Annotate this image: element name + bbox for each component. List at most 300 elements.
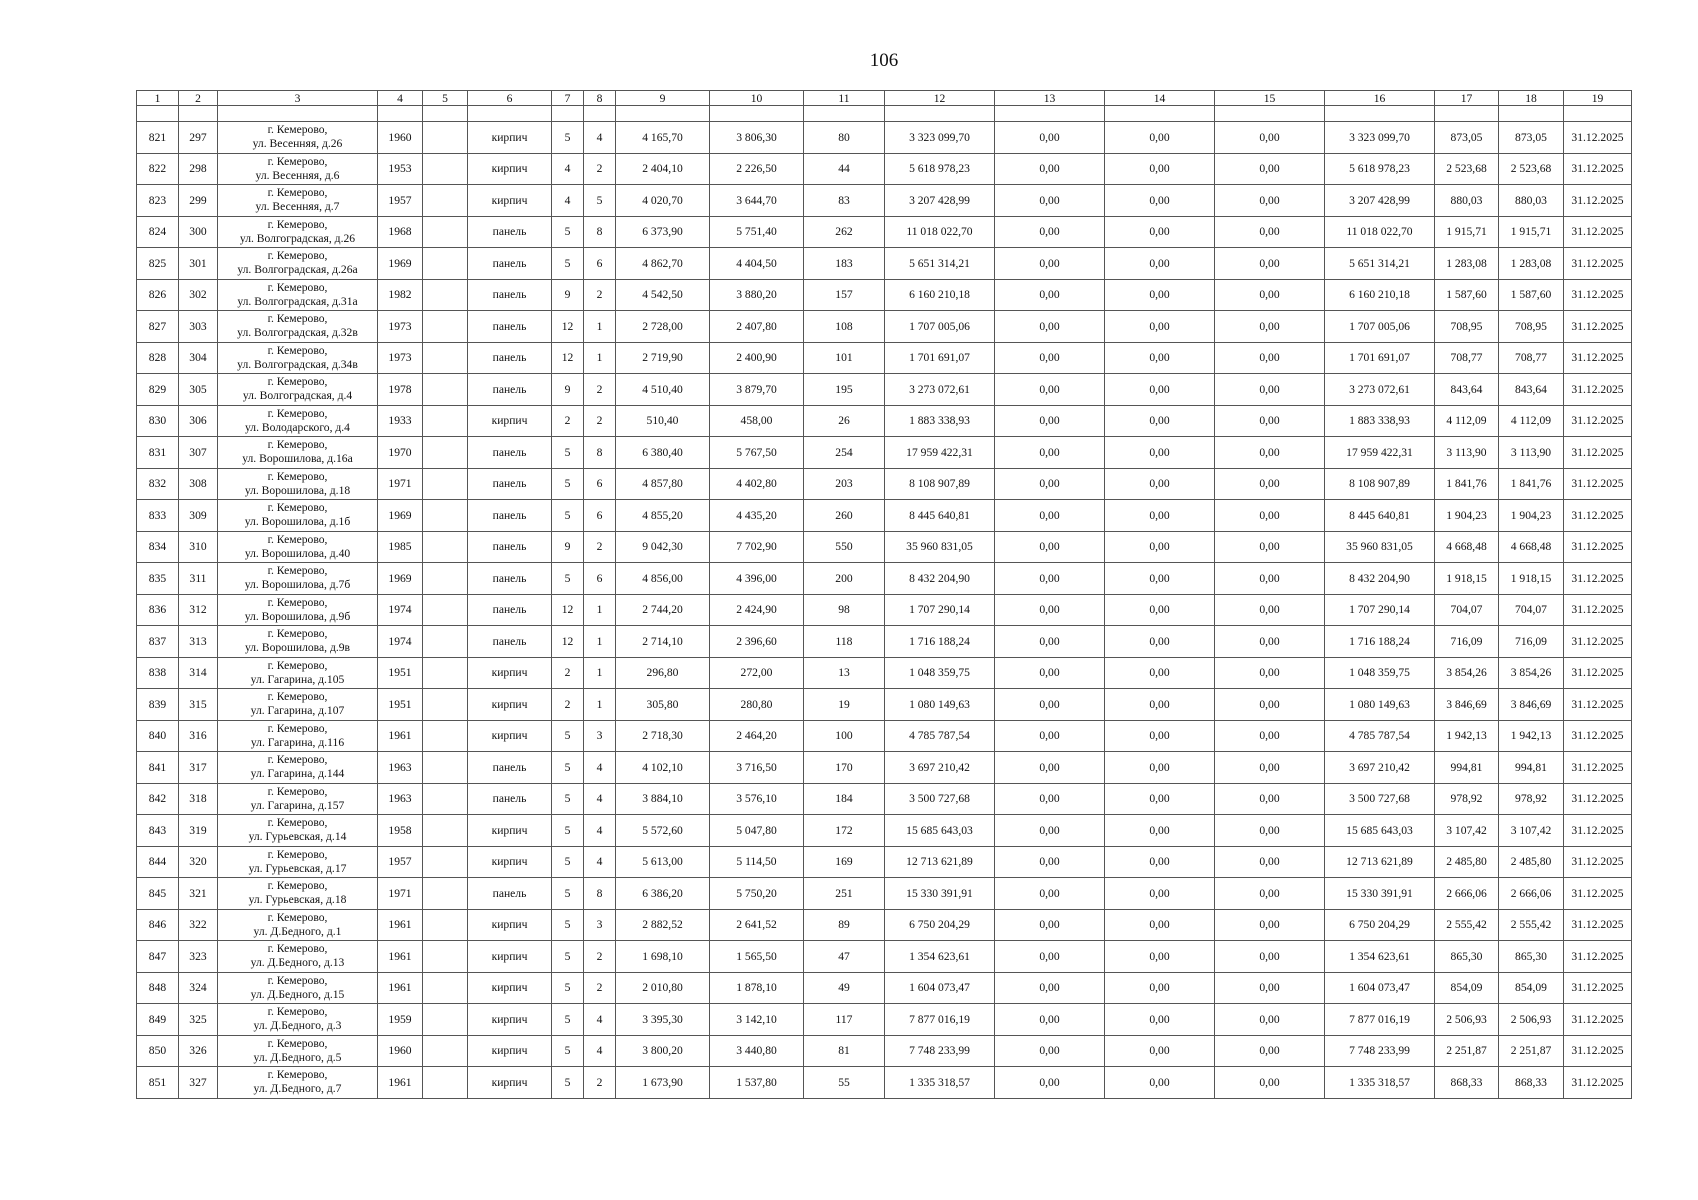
wall-material-cell: панель [468, 563, 552, 595]
address-city: г. Кемерово, [267, 312, 328, 326]
cost-col-13-cell: 0,00 [995, 500, 1105, 532]
blank-cell-cell [423, 311, 468, 343]
cost-per-sqm-cell: 873,05 [1435, 122, 1499, 154]
table-row [137, 342, 1632, 374]
floors-cell: 5 [552, 783, 584, 815]
table-row [137, 374, 1632, 406]
entrances-cell: 4 [584, 122, 616, 154]
completion-date-cell: 31.12.2025 [1564, 248, 1632, 280]
address-street: ул. Гурьевская, д.14 [248, 830, 347, 844]
floors-cell: 5 [552, 468, 584, 500]
address-cell [218, 374, 378, 406]
living-area-cell: 3 142,10 [710, 1004, 804, 1036]
cost-per-sqm-limit-cell: 3 107,42 [1499, 815, 1564, 847]
cost-col-16-cell: 35 960 831,05 [1325, 531, 1435, 563]
address-city: г. Кемерово, [267, 910, 328, 924]
cost-per-sqm-cell: 1 918,15 [1435, 563, 1499, 595]
total-area-cell: 6 380,40 [616, 437, 710, 469]
record-number-cell: 836 [137, 594, 179, 626]
floors-cell: 5 [552, 878, 584, 910]
address-city: г. Кемерово, [267, 784, 328, 798]
total-area-cell: 6 373,90 [616, 216, 710, 248]
year-built-cell: 1969 [378, 500, 423, 532]
local-number-cell: 303 [179, 311, 218, 343]
blank-cell-cell [423, 153, 468, 185]
record-number-cell: 847 [137, 941, 179, 973]
cost-per-sqm-limit-cell: 708,77 [1499, 342, 1564, 374]
record-number-cell: 831 [137, 437, 179, 469]
wall-material-cell: панель [468, 374, 552, 406]
record-number-cell: 823 [137, 185, 179, 217]
cost-total-cell: 8 445 640,81 [885, 500, 995, 532]
cost-total-cell: 6 750 204,29 [885, 909, 995, 941]
cost-col-13-cell: 0,00 [995, 972, 1105, 1004]
residents-cell: 83 [804, 185, 885, 217]
living-area-cell: 2 226,50 [710, 153, 804, 185]
cost-per-sqm-limit-cell: 708,95 [1499, 311, 1564, 343]
cost-col-15-cell: 0,00 [1215, 311, 1325, 343]
cost-total-cell: 1 707 005,06 [885, 311, 995, 343]
record-number-cell: 829 [137, 374, 179, 406]
cost-col-14-cell: 0,00 [1105, 311, 1215, 343]
address-city: г. Кемерово, [267, 469, 328, 483]
table-row [137, 185, 1632, 217]
address-city: г. Кемерово, [267, 658, 328, 672]
completion-date-cell: 31.12.2025 [1564, 405, 1632, 437]
entrances-cell: 4 [584, 1004, 616, 1036]
column-header: 5 [423, 91, 468, 106]
year-built-cell: 1961 [378, 941, 423, 973]
year-built-cell: 1959 [378, 1004, 423, 1036]
column-header: 15 [1215, 91, 1325, 106]
completion-date-cell: 31.12.2025 [1564, 594, 1632, 626]
cost-total-cell: 4 785 787,54 [885, 720, 995, 752]
cost-col-15-cell: 0,00 [1215, 689, 1325, 721]
year-built-cell: 1970 [378, 437, 423, 469]
table-row [137, 153, 1632, 185]
floors-cell: 12 [552, 594, 584, 626]
completion-date-cell: 31.12.2025 [1564, 185, 1632, 217]
entrances-cell: 4 [584, 815, 616, 847]
address-cell [218, 752, 378, 784]
address-city: г. Кемерово, [267, 973, 328, 987]
cost-col-15-cell: 0,00 [1215, 185, 1325, 217]
cost-col-14-cell: 0,00 [1105, 689, 1215, 721]
residents-cell: 169 [804, 846, 885, 878]
cost-total-cell: 1 335 318,57 [885, 1067, 995, 1099]
table-row [137, 594, 1632, 626]
table-row [137, 626, 1632, 658]
local-number-cell: 319 [179, 815, 218, 847]
cost-col-16-cell: 3 273 072,61 [1325, 374, 1435, 406]
address-street: ул. Гурьевская, д.18 [248, 893, 347, 907]
cost-col-13-cell: 0,00 [995, 216, 1105, 248]
wall-material-cell: кирпич [468, 720, 552, 752]
cost-per-sqm-cell: 1 915,71 [1435, 216, 1499, 248]
address-street: ул. Д.Бедного, д.1 [253, 924, 342, 938]
address-cell [218, 846, 378, 878]
cost-per-sqm-limit-cell: 880,03 [1499, 185, 1564, 217]
blank-cell-cell [423, 1004, 468, 1036]
table-row [137, 563, 1632, 595]
wall-material-cell: кирпич [468, 815, 552, 847]
residents-cell: 19 [804, 689, 885, 721]
address-cell [218, 405, 378, 437]
total-area-cell: 510,40 [616, 405, 710, 437]
cost-per-sqm-cell: 880,03 [1435, 185, 1499, 217]
living-area-cell: 5 750,20 [710, 878, 804, 910]
cost-col-16-cell: 3 323 099,70 [1325, 122, 1435, 154]
total-area-cell: 4 165,70 [616, 122, 710, 154]
year-built-cell: 1969 [378, 563, 423, 595]
cost-col-14-cell: 0,00 [1105, 594, 1215, 626]
total-area-cell: 2 719,90 [616, 342, 710, 374]
cost-col-16-cell: 1 707 005,06 [1325, 311, 1435, 343]
wall-material-cell: кирпич [468, 1067, 552, 1099]
cost-total-cell: 15 330 391,91 [885, 878, 995, 910]
cost-per-sqm-cell: 868,33 [1435, 1067, 1499, 1099]
cost-per-sqm-cell: 843,64 [1435, 374, 1499, 406]
cost-col-16-cell: 6 750 204,29 [1325, 909, 1435, 941]
column-header: 14 [1105, 91, 1215, 106]
living-area-cell: 5 767,50 [710, 437, 804, 469]
cost-col-14-cell: 0,00 [1105, 437, 1215, 469]
total-area-cell: 4 542,50 [616, 279, 710, 311]
year-built-cell: 1973 [378, 342, 423, 374]
year-built-cell: 1951 [378, 689, 423, 721]
cost-col-14-cell: 0,00 [1105, 941, 1215, 973]
cost-col-16-cell: 1 707 290,14 [1325, 594, 1435, 626]
address-city: г. Кемерово, [267, 627, 328, 641]
residents-cell: 195 [804, 374, 885, 406]
entrances-cell: 2 [584, 374, 616, 406]
wall-material-cell: панель [468, 248, 552, 280]
address-city: г. Кемерово, [267, 280, 328, 294]
entrances-cell: 6 [584, 468, 616, 500]
cost-col-13-cell: 0,00 [995, 783, 1105, 815]
cost-col-15-cell: 0,00 [1215, 720, 1325, 752]
cost-per-sqm-cell: 2 506,93 [1435, 1004, 1499, 1036]
address-city: г. Кемерово, [267, 1036, 328, 1050]
wall-material-cell: панель [468, 311, 552, 343]
cost-col-14-cell: 0,00 [1105, 1035, 1215, 1067]
year-built-cell: 1973 [378, 311, 423, 343]
wall-material-cell: панель [468, 752, 552, 784]
year-built-cell: 1951 [378, 657, 423, 689]
entrances-cell: 1 [584, 689, 616, 721]
table-row [137, 1004, 1632, 1036]
address-cell [218, 941, 378, 973]
cost-col-13-cell: 0,00 [995, 1004, 1105, 1036]
residents-cell: 13 [804, 657, 885, 689]
living-area-cell: 3 576,10 [710, 783, 804, 815]
address-street: ул. Гурьевская, д.17 [248, 861, 347, 875]
residents-cell: 108 [804, 311, 885, 343]
completion-date-cell: 31.12.2025 [1564, 909, 1632, 941]
cost-total-cell: 35 960 831,05 [885, 531, 995, 563]
cost-col-14-cell: 0,00 [1105, 248, 1215, 280]
cost-per-sqm-limit-cell: 1 283,08 [1499, 248, 1564, 280]
address-city: г. Кемерово, [267, 154, 328, 168]
completion-date-cell: 31.12.2025 [1564, 783, 1632, 815]
local-number-cell: 298 [179, 153, 218, 185]
floors-cell: 12 [552, 626, 584, 658]
local-number-cell: 301 [179, 248, 218, 280]
total-area-cell: 1 673,90 [616, 1067, 710, 1099]
address-street: ул. Д.Бедного, д.5 [253, 1050, 342, 1064]
cost-col-15-cell: 0,00 [1215, 437, 1325, 469]
floors-cell: 5 [552, 1035, 584, 1067]
entrances-cell: 1 [584, 342, 616, 374]
column-header: 17 [1435, 91, 1499, 106]
cost-col-14-cell: 0,00 [1105, 1004, 1215, 1036]
wall-material-cell: панель [468, 279, 552, 311]
total-area-cell: 4 510,40 [616, 374, 710, 406]
completion-date-cell: 31.12.2025 [1564, 941, 1632, 973]
address-street: ул. Ворошилова, д.7б [244, 578, 351, 592]
cost-per-sqm-limit-cell: 1 904,23 [1499, 500, 1564, 532]
address-street: ул. Гагарина, д.105 [250, 672, 345, 686]
address-city: г. Кемерово, [267, 217, 328, 231]
cost-per-sqm-cell: 2 251,87 [1435, 1035, 1499, 1067]
cost-col-13-cell: 0,00 [995, 279, 1105, 311]
floors-cell: 12 [552, 342, 584, 374]
table-row [137, 1035, 1632, 1067]
blank-cell-cell [423, 689, 468, 721]
completion-date-cell: 31.12.2025 [1564, 626, 1632, 658]
total-area-cell: 3 884,10 [616, 783, 710, 815]
year-built-cell: 1961 [378, 972, 423, 1004]
column-header: 4 [378, 91, 423, 106]
cost-per-sqm-limit-cell: 2 251,87 [1499, 1035, 1564, 1067]
living-area-cell: 4 396,00 [710, 563, 804, 595]
column-header: 7 [552, 91, 584, 106]
completion-date-cell: 31.12.2025 [1564, 311, 1632, 343]
cost-total-cell: 3 500 727,68 [885, 783, 995, 815]
address-city: г. Кемерово, [267, 501, 328, 515]
total-area-cell: 4 102,10 [616, 752, 710, 784]
blank-cell-cell [423, 941, 468, 973]
living-area-cell: 3 716,50 [710, 752, 804, 784]
cost-col-16-cell: 15 685 643,03 [1325, 815, 1435, 847]
table-row [137, 531, 1632, 563]
cost-col-13-cell: 0,00 [995, 531, 1105, 563]
address-street: ул. Весенняя, д.26 [252, 137, 343, 151]
cost-col-16-cell: 1 716 188,24 [1325, 626, 1435, 658]
address-city: г. Кемерово, [267, 123, 328, 137]
address-city: г. Кемерово, [267, 879, 328, 893]
floors-cell: 9 [552, 279, 584, 311]
address-street: ул. Ворошилова, д.1б [244, 515, 351, 529]
local-number-cell: 317 [179, 752, 218, 784]
record-number-cell: 828 [137, 342, 179, 374]
entrances-cell: 3 [584, 909, 616, 941]
table-row [137, 311, 1632, 343]
floors-cell: 4 [552, 185, 584, 217]
address-cell [218, 342, 378, 374]
cost-col-15-cell: 0,00 [1215, 248, 1325, 280]
cost-per-sqm-limit-cell: 1 841,76 [1499, 468, 1564, 500]
floors-cell: 5 [552, 909, 584, 941]
blank-cell-cell [423, 657, 468, 689]
cost-per-sqm-limit-cell: 4 668,48 [1499, 531, 1564, 563]
local-number-cell: 312 [179, 594, 218, 626]
completion-date-cell: 31.12.2025 [1564, 122, 1632, 154]
address-city: г. Кемерово, [267, 532, 328, 546]
year-built-cell: 1968 [378, 216, 423, 248]
residents-cell: 170 [804, 752, 885, 784]
local-number-cell: 313 [179, 626, 218, 658]
cost-col-13-cell: 0,00 [995, 437, 1105, 469]
total-area-cell: 3 800,20 [616, 1035, 710, 1067]
address-cell [218, 657, 378, 689]
column-number-header [137, 91, 1632, 106]
address-street: ул. Д.Бедного, д.15 [250, 987, 345, 1001]
living-area-cell: 2 400,90 [710, 342, 804, 374]
cost-col-15-cell: 0,00 [1215, 563, 1325, 595]
address-street: ул. Володарского, д.4 [245, 420, 350, 434]
living-area-cell: 4 404,50 [710, 248, 804, 280]
record-number-cell: 825 [137, 248, 179, 280]
entrances-cell: 2 [584, 972, 616, 1004]
year-built-cell: 1969 [378, 248, 423, 280]
cost-col-14-cell: 0,00 [1105, 972, 1215, 1004]
local-number-cell: 326 [179, 1035, 218, 1067]
residents-cell: 200 [804, 563, 885, 595]
cost-col-15-cell: 0,00 [1215, 122, 1325, 154]
cost-per-sqm-limit-cell: 873,05 [1499, 122, 1564, 154]
residents-cell: 80 [804, 122, 885, 154]
cost-per-sqm-cell: 3 854,26 [1435, 657, 1499, 689]
residents-cell: 184 [804, 783, 885, 815]
cost-total-cell: 7 877 016,19 [885, 1004, 995, 1036]
cost-col-16-cell: 5 618 978,23 [1325, 153, 1435, 185]
cost-col-16-cell: 1 335 318,57 [1325, 1067, 1435, 1099]
completion-date-cell: 31.12.2025 [1564, 878, 1632, 910]
record-number-cell: 834 [137, 531, 179, 563]
cost-col-16-cell: 17 959 422,31 [1325, 437, 1435, 469]
residents-cell: 251 [804, 878, 885, 910]
address-city: г. Кемерово, [267, 406, 328, 420]
cost-col-15-cell: 0,00 [1215, 626, 1325, 658]
year-built-cell: 1933 [378, 405, 423, 437]
address-street: ул. Волгоградская, д.4 [242, 389, 353, 403]
residents-cell: 203 [804, 468, 885, 500]
local-number-cell: 307 [179, 437, 218, 469]
local-number-cell: 297 [179, 122, 218, 154]
local-number-cell: 322 [179, 909, 218, 941]
total-area-cell: 4 020,70 [616, 185, 710, 217]
residents-cell: 44 [804, 153, 885, 185]
address-city: г. Кемерово, [267, 753, 328, 767]
cost-col-15-cell: 0,00 [1215, 594, 1325, 626]
local-number-cell: 321 [179, 878, 218, 910]
cost-total-cell: 5 651 314,21 [885, 248, 995, 280]
cost-col-13-cell: 0,00 [995, 846, 1105, 878]
entrances-cell: 4 [584, 752, 616, 784]
record-number-cell: 830 [137, 405, 179, 437]
address-street: ул. Весенняя, д.7 [255, 200, 340, 214]
living-area-cell: 4 402,80 [710, 468, 804, 500]
floors-cell: 5 [552, 563, 584, 595]
cost-col-14-cell: 0,00 [1105, 342, 1215, 374]
total-area-cell: 6 386,20 [616, 878, 710, 910]
year-built-cell: 1982 [378, 279, 423, 311]
cost-col-15-cell: 0,00 [1215, 1004, 1325, 1036]
record-number-cell: 838 [137, 657, 179, 689]
cost-per-sqm-limit-cell: 3 854,26 [1499, 657, 1564, 689]
floors-cell: 5 [552, 720, 584, 752]
cost-col-13-cell: 0,00 [995, 594, 1105, 626]
cost-total-cell: 8 432 204,90 [885, 563, 995, 595]
completion-date-cell: 31.12.2025 [1564, 752, 1632, 784]
cost-col-15-cell: 0,00 [1215, 468, 1325, 500]
local-number-cell: 324 [179, 972, 218, 1004]
page-number: 106 [869, 50, 899, 71]
completion-date-cell: 31.12.2025 [1564, 972, 1632, 1004]
cost-per-sqm-cell: 3 846,69 [1435, 689, 1499, 721]
cost-col-14-cell: 0,00 [1105, 216, 1215, 248]
local-number-cell: 300 [179, 216, 218, 248]
cost-col-15-cell: 0,00 [1215, 752, 1325, 784]
blank-cell-cell [423, 752, 468, 784]
address-city: г. Кемерово, [267, 942, 328, 956]
cost-col-15-cell: 0,00 [1215, 846, 1325, 878]
blank-cell-cell [423, 878, 468, 910]
address-city: г. Кемерово, [267, 1005, 328, 1019]
year-built-cell: 1971 [378, 468, 423, 500]
blank-row [137, 106, 1632, 122]
living-area-cell: 2 407,80 [710, 311, 804, 343]
completion-date-cell: 31.12.2025 [1564, 374, 1632, 406]
address-cell [218, 311, 378, 343]
cost-col-15-cell: 0,00 [1215, 216, 1325, 248]
address-city: г. Кемерово, [267, 564, 328, 578]
address-city: г. Кемерово, [267, 438, 328, 452]
living-area-cell: 2 396,60 [710, 626, 804, 658]
blank-cell-cell [423, 594, 468, 626]
living-area-cell: 4 435,20 [710, 500, 804, 532]
cost-col-14-cell: 0,00 [1105, 878, 1215, 910]
living-area-cell: 1 878,10 [710, 972, 804, 1004]
address-cell [218, 815, 378, 847]
cost-col-15-cell: 0,00 [1215, 815, 1325, 847]
address-cell [218, 185, 378, 217]
cost-col-15-cell: 0,00 [1215, 405, 1325, 437]
cost-col-13-cell: 0,00 [995, 1035, 1105, 1067]
floors-cell: 5 [552, 972, 584, 1004]
blank-cell-cell [423, 720, 468, 752]
cost-total-cell: 12 713 621,89 [885, 846, 995, 878]
total-area-cell: 2 404,10 [616, 153, 710, 185]
table-row [137, 1067, 1632, 1099]
table-row [137, 216, 1632, 248]
record-number-cell: 849 [137, 1004, 179, 1036]
total-area-cell: 4 855,20 [616, 500, 710, 532]
residents-cell: 157 [804, 279, 885, 311]
record-number-cell: 824 [137, 216, 179, 248]
living-area-cell: 2 464,20 [710, 720, 804, 752]
cost-col-16-cell: 6 160 210,18 [1325, 279, 1435, 311]
entrances-cell: 2 [584, 279, 616, 311]
address-cell [218, 909, 378, 941]
total-area-cell: 305,80 [616, 689, 710, 721]
completion-date-cell: 31.12.2025 [1564, 657, 1632, 689]
cost-total-cell: 1 354 623,61 [885, 941, 995, 973]
living-area-cell: 458,00 [710, 405, 804, 437]
cost-total-cell: 7 748 233,99 [885, 1035, 995, 1067]
cost-col-15-cell: 0,00 [1215, 500, 1325, 532]
